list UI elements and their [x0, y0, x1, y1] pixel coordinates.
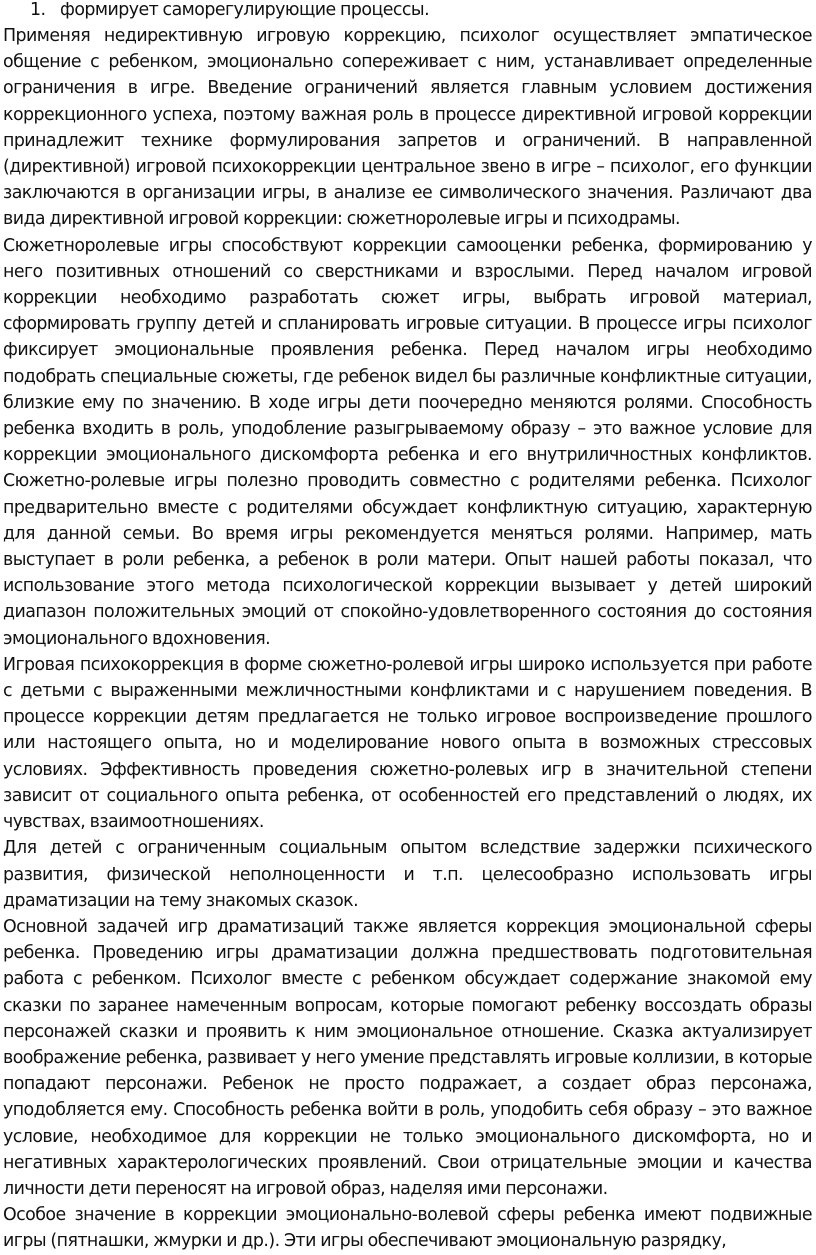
- paragraph-nondirective-correction: Применяя недирективную игровую коррекцию, психолог осуществляет эмпатическое общение с ребенком, эмоционально сопереживает с ним, устанавливает определенные ограничения в игре. Введение ограничений является главным условием достижения коррекционного успеха, поэтому важная роль в процессе директивной игровой коррекции принадлежит технике формулирования запретов и ограничений. В направленной (директивной) игровой психокоррекции центральное звено в игре – психолог, его функции заключаются в организации игры, в анализе ее символического значения. Различают два вида директивной игровой коррекции: сюжетноролевые игры и психодрамы.: [3, 26, 812, 230]
- paragraph-role-playing-games: Сюжетноролевые игры способствуют коррекции самооценки ребенка, формированию у него позитивных отношений со сверстниками и взрослыми. Перед началом игровой коррекции необходимо разработать сюжет игры, выбрать игровой материал, сформировать группу детей и спланировать игровые ситуации. В процессе игры психолог фиксирует эмоциональные проявления ребенка. Перед началом игры необходимо подобрать специальные сюжеты, где ребенок видел бы различные конфликтные ситуации, близкие ему по значению. В ходе игры дети поочередно меняются ролями. Способность ребенка входить в роль, уподобление разыгрываемому образу – это важное условие для коррекции эмоционального дискомфорта ребенка и его внутриличностных конфликтов. Сюжетно-ролевые игры полезно проводить совместно с родителями ребенка. Психолог предварительно вместе с родителями обсуждает конфликтную ситуацию, характерную для данной семьи. Во время игры рекомендуется меняться ролями. Например, мать выступает в роли ребенка, а ребенок в роли матери. Опыт нашей работы показал, что использование этого метода психологической коррекции вызывает у детей широкий диапазон положительных эмоций от спокойно-удовлетворенного состояния до состояния эмоционального вдохновения.: [3, 235, 812, 649]
- paragraph-dramatization-task: Основной задачей игр драматизаций также является коррекция эмоциональной сферы ребенка. Проведению игры драматизации должна предшествовать подготовительная работа с ребенком. Психолог вместе с ребенком обсуждает содержание знакомой ему сказки по заранее намеченным вопросам, которые помогают ребенку воссоздать образы персонажей сказки и проявить к ним эмоциональное отношение. Сказка актуализирует воображение ребенка, развивает у него умение представлять игровые коллизии, в которые попадают персонажи. Ребенок не просто подражает, а создает образ персонажа, уподобляется ему. Способность ребенка войти в роль, уподобить себя образу – это важное условие, необходимое для коррекции не только эмоционального дискомфорта, но и негативных характерологических проявлений. Свои отрицательные эмоции и качества личности дети переносят на игровой образ, наделяя ими персонажи.: [3, 916, 812, 1199]
- list-item-text: формирует саморегулирующие процессы.: [60, 0, 430, 20]
- paragraph-game-psychocorrection: Игровая психокоррекция в форме сюжетно-ролевой игры широко используется при работе с детьми с выраженными межличностными конфликтами и с нарушением поведения. В процессе коррекции детям предлагается не только игровое воспроизведение прошлого или настоящего опыта, но и моделирование нового опыта в возможных стрессовых условиях. Эффективность проведения сюжетно-ролевых игр в значительной степени зависит от социального опыта ребенка, от особенностей его представлений о людях, их чувствах, взаимоотношениях.: [3, 654, 812, 833]
- list-item-number: 1.: [30, 0, 46, 20]
- paragraph-active-games: Особое значение в коррекции эмоционально-волевой сферы ребенка имеют подвижные игры (пятнашки, жмурки и др.). Эти игры обеспечивают эмоциональную разрядку,: [3, 1205, 812, 1252]
- paragraph-dramatization-games: Для детей с ограниченным социальным опытом вследствие задержки психического развития, физической неполноценности и т.п. целесообразно использовать игры драматизации на тему знакомых сказок.: [3, 838, 812, 911]
- list-item: [0, 0, 816, 23]
